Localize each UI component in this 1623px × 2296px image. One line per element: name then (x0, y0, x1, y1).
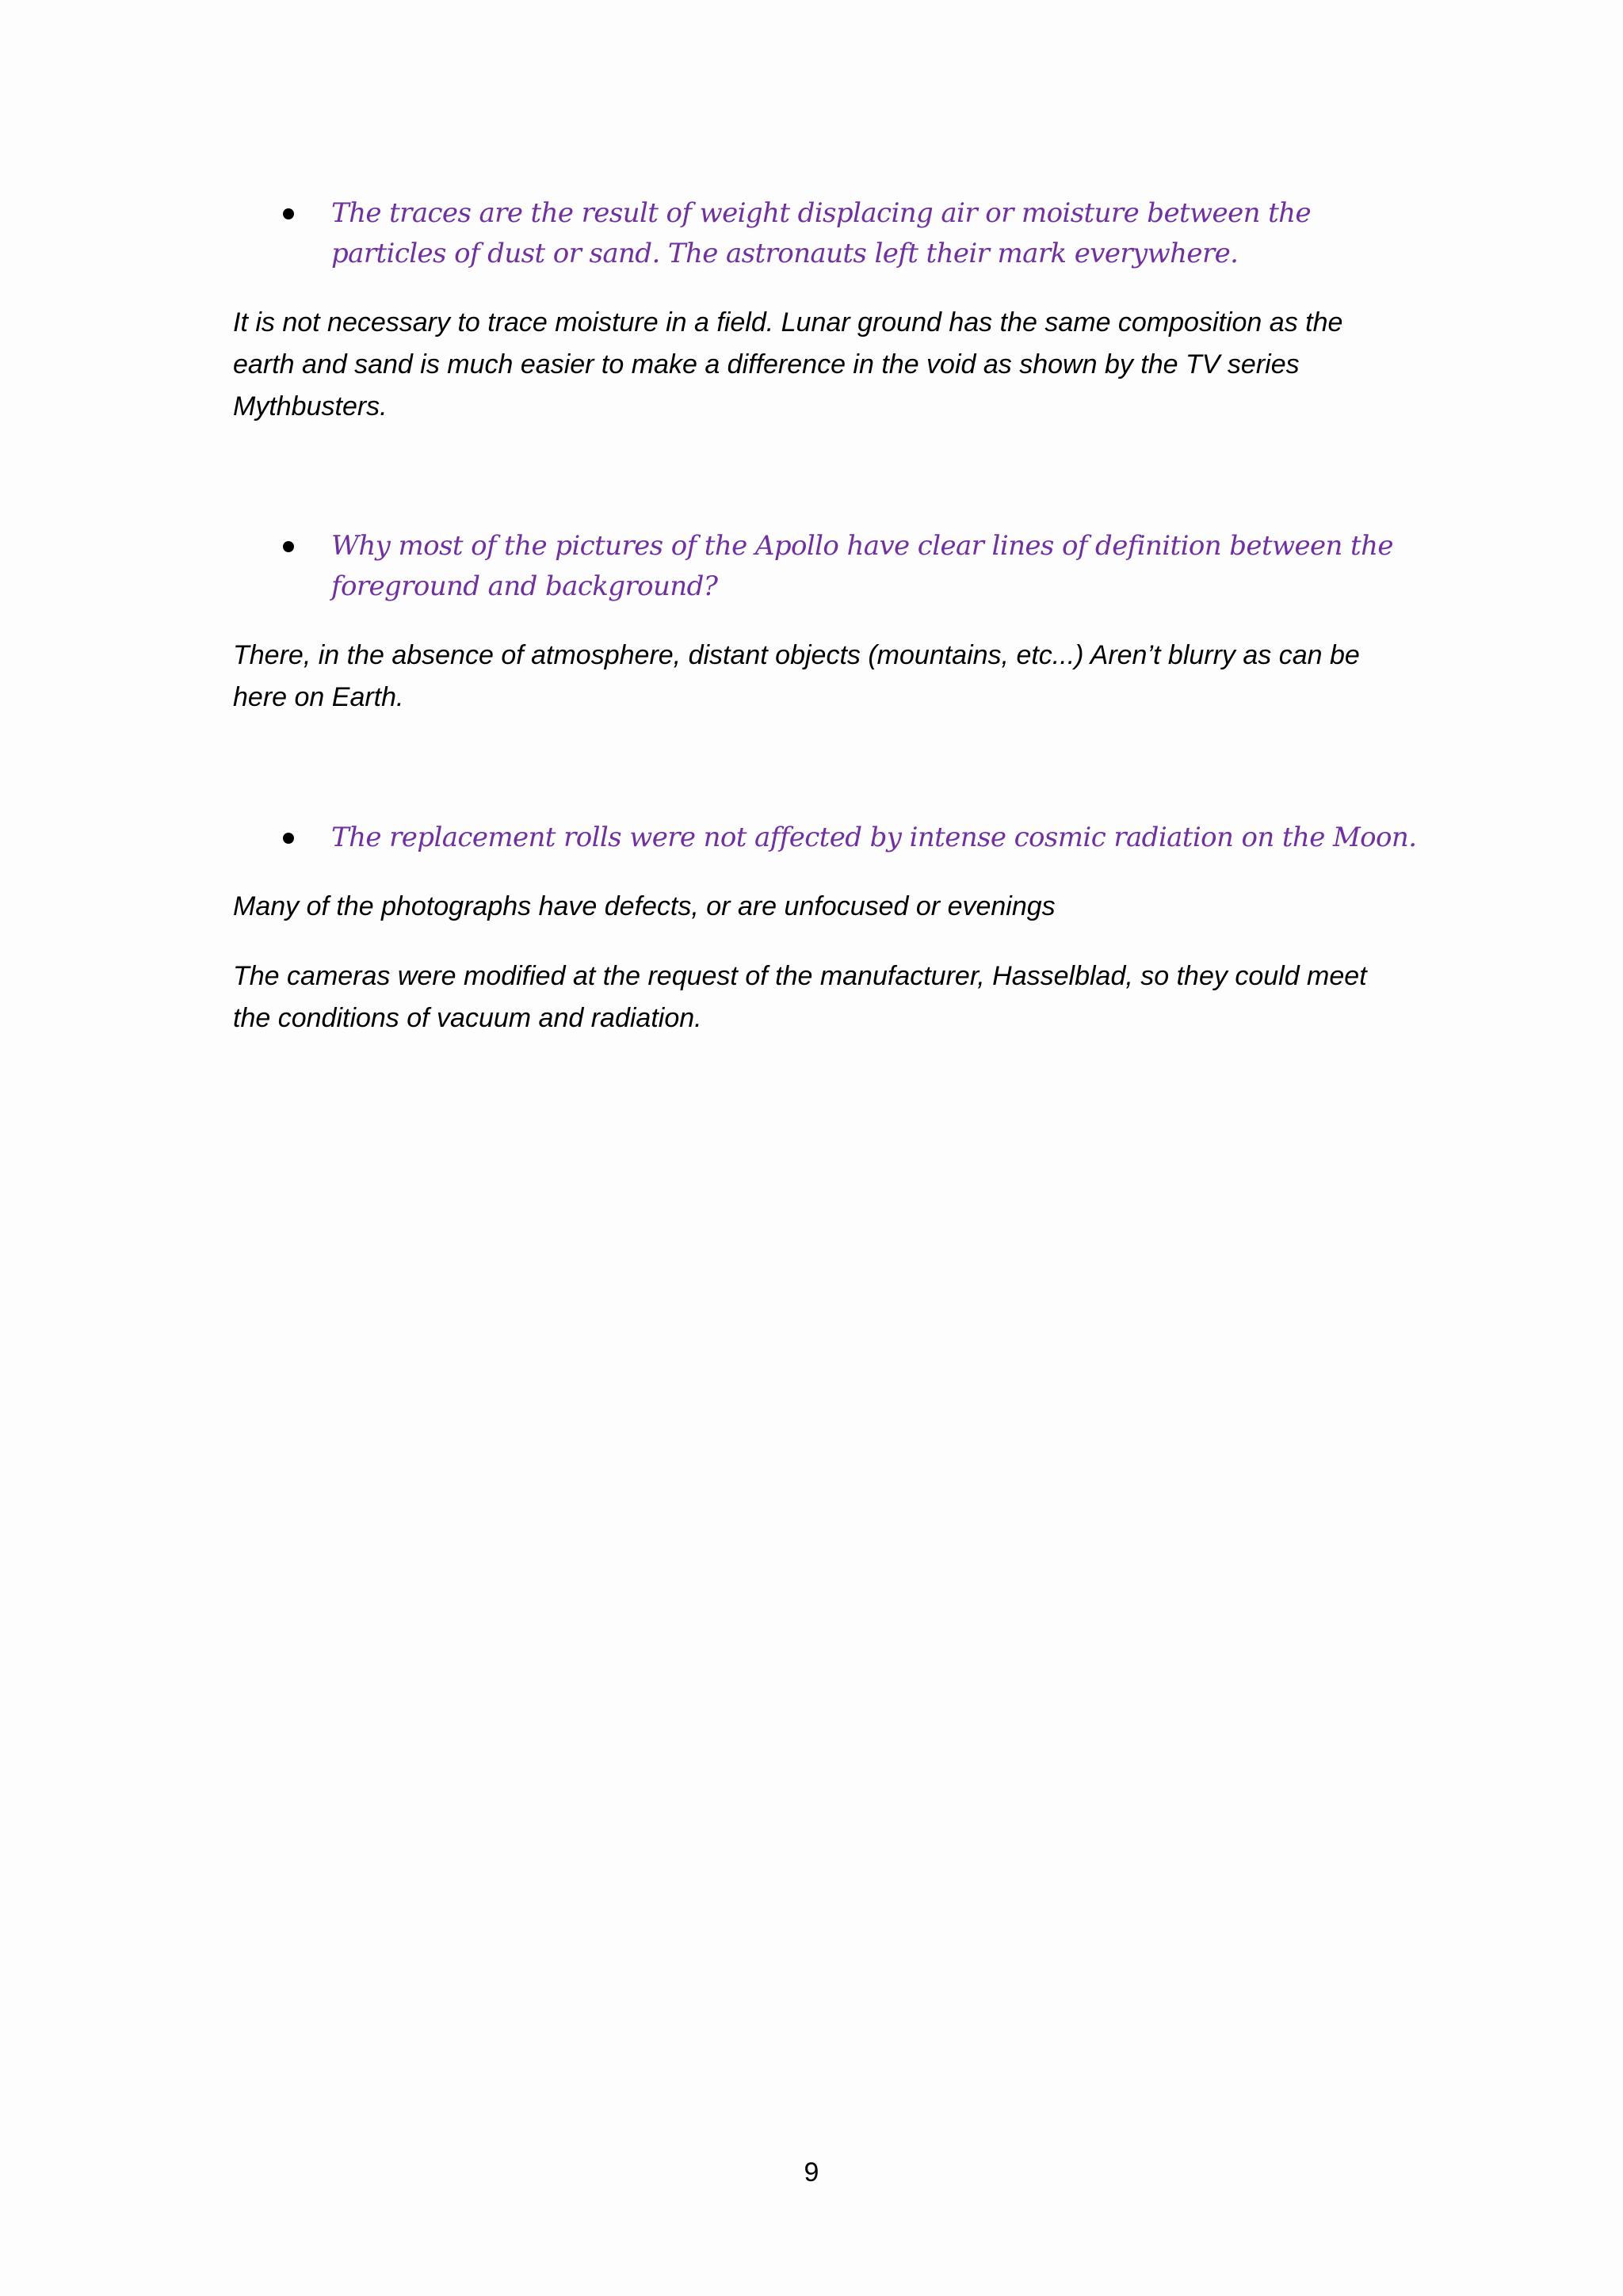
bullet-dot-icon (283, 208, 294, 219)
page-number: 9 (804, 2157, 819, 2187)
bullet-question-text: The traces are the result of weight displacing air or moisture between the particles of dust or sand. The astronauts left their mark everywhere. (331, 197, 1311, 269)
answer-paragraph: There, in the absence of atmosphere, distant objects (mountains, etc...) Aren’t blurry as can be here on Earth. (233, 640, 1360, 712)
answer-paragraph: Many of the photographs have defects, or are unfocused or evenings (233, 891, 1056, 921)
bullet-question-text: The replacement rolls were not affected by intense cosmic radiation on the Moon. (331, 822, 1417, 853)
bullet-question-text: Why most of the pictures of the Apollo have clear lines of definition between the foreground and background? (331, 530, 1393, 602)
bullet-dot-icon (283, 833, 294, 844)
bullet-dot-icon (283, 541, 294, 552)
answer-paragraph: The cameras were modified at the request of the manufacturer, Hasselblad, so they could meet the conditions of vacuum and radiation. (233, 961, 1367, 1033)
answer-paragraph: It is not necessary to trace moisture in a field. Lunar ground has the same composition as the earth and sand is much easier to make a difference in the void as shown by the TV series Mythbusters. (233, 307, 1343, 421)
